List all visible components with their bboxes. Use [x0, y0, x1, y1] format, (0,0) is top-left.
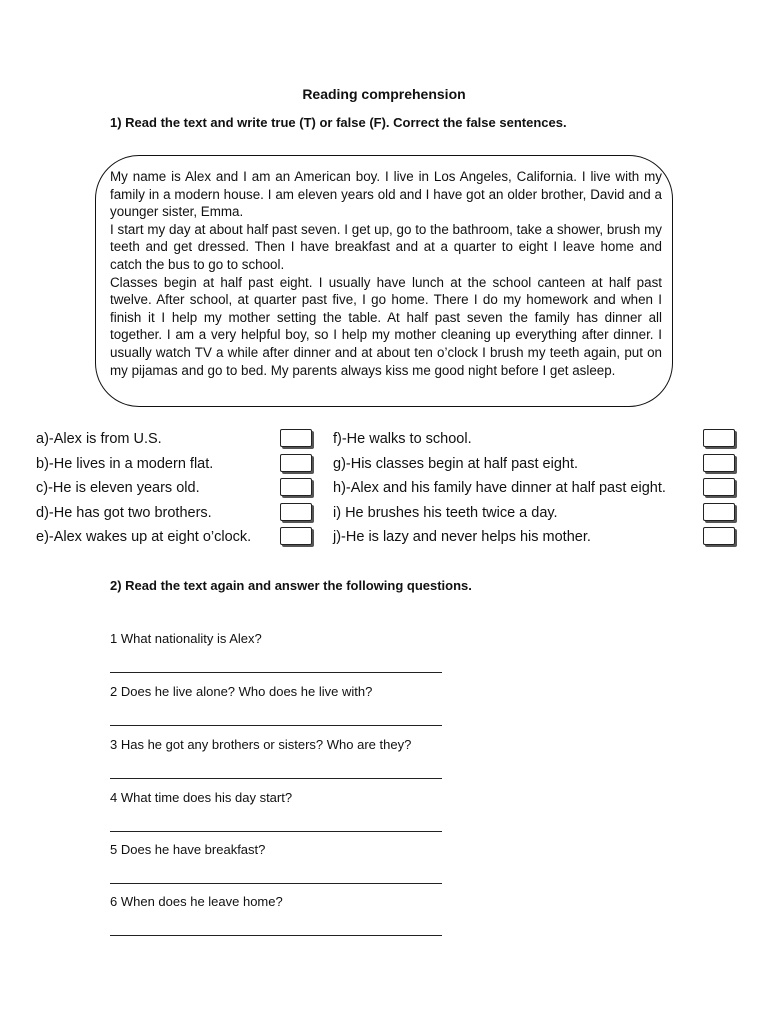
statement-b	[36, 452, 312, 477]
statement-d	[36, 501, 312, 526]
statement-text: h)-Alex and his family have dinner at half past eight.	[333, 480, 666, 496]
statement-text: i) He brushes his teeth twice a day.	[333, 504, 558, 521]
statement-i	[333, 501, 735, 526]
statement-text: g)-His classes begin at half past eight.	[333, 455, 579, 472]
statement-text: e)-Alex wakes up at eight o’clock.	[36, 529, 252, 545]
passage-paragraph-3: Classes begin at half past eight. I usually have lunch at the school canteen at half past twelve. After school, at quarter past five, I go home. There I do my homework and when I finish it I help my mother setting the table. At half past seven the family has dinner all together. I am a very helpful boy, so I help my mother cleaning up everything after dinner. I usually watch TV a while after dinner and at about ten o’clock I brush my teeth again, put on my pijamas and go to bed. My parents always kiss me good night before I get asleep.	[110, 274, 662, 378]
statement-text: a)-Alex is from U.S.	[36, 431, 162, 447]
statement-text: f)-He walks to school.	[333, 431, 472, 447]
answer-line[interactable]	[110, 672, 442, 673]
answer-line[interactable]	[110, 725, 442, 726]
question-4	[110, 790, 442, 832]
answer-line[interactable]	[110, 883, 442, 884]
passage-paragraph-1: My name is Alex and I am an American boy. I live in Los Angeles, California. I live with my family in a modern house. I am eleven years old and I have got an older brother, David and a younger sister, Emma.	[110, 169, 662, 220]
statement-text: c)-He is eleven years old.	[36, 480, 200, 496]
statement-h	[333, 476, 735, 501]
statements-left-column	[36, 427, 312, 550]
answer-line[interactable]	[110, 831, 442, 832]
statement-text: j)-He is lazy and never helps his mother.	[333, 529, 591, 545]
statement-c	[36, 476, 312, 501]
question-text: 3 Has he got any brothers or sisters? Who are they?	[110, 737, 412, 752]
statement-j	[333, 525, 735, 550]
question-text: 5 Does he have breakfast?	[110, 842, 266, 857]
question-3	[110, 737, 442, 779]
reading-passage-box	[95, 155, 673, 407]
answer-box[interactable]	[703, 503, 735, 521]
statements-right-column	[333, 427, 735, 550]
question-text: 6 When does he leave home?	[110, 894, 283, 909]
question-text: 2 Does he live alone? Who does he live with?	[110, 684, 373, 699]
passage-paragraph-2: I start my day at about half past seven. I get up, go to the bathroom, take a shower, brush my teeth and get dressed. Then I have breakfast and at a quarter to eight I leave home and catch the bus to go to school.	[110, 221, 662, 272]
answer-box[interactable]	[703, 454, 735, 472]
answer-box[interactable]	[703, 478, 735, 496]
statement-e	[36, 525, 312, 550]
instruction-true-false: 1) Read the text and write true (T) or false (F). Correct the false sentences.	[110, 115, 567, 130]
question-1	[110, 631, 442, 673]
question-2	[110, 684, 442, 726]
statement-a	[36, 427, 312, 452]
statement-text: d)-He has got two brothers.	[36, 504, 212, 521]
answer-line[interactable]	[110, 778, 442, 779]
answer-box[interactable]	[280, 454, 312, 472]
answer-box[interactable]	[280, 503, 312, 521]
answer-box[interactable]	[280, 478, 312, 496]
question-text: 1 What nationality is Alex?	[110, 631, 262, 646]
question-6	[110, 894, 442, 936]
question-text: 4 What time does his day start?	[110, 790, 293, 805]
page-title: Reading comprehension	[302, 86, 466, 102]
question-5	[110, 842, 442, 884]
answer-box[interactable]	[703, 429, 735, 447]
answer-box[interactable]	[703, 527, 735, 545]
statement-text: b)-He lives in a modern flat.	[36, 455, 214, 472]
statement-f	[333, 427, 735, 452]
instruction-questions: 2) Read the text again and answer the following questions.	[110, 578, 472, 593]
statement-g	[333, 452, 735, 477]
answer-box[interactable]	[280, 527, 312, 545]
answer-line[interactable]	[110, 935, 442, 936]
answer-box[interactable]	[280, 429, 312, 447]
